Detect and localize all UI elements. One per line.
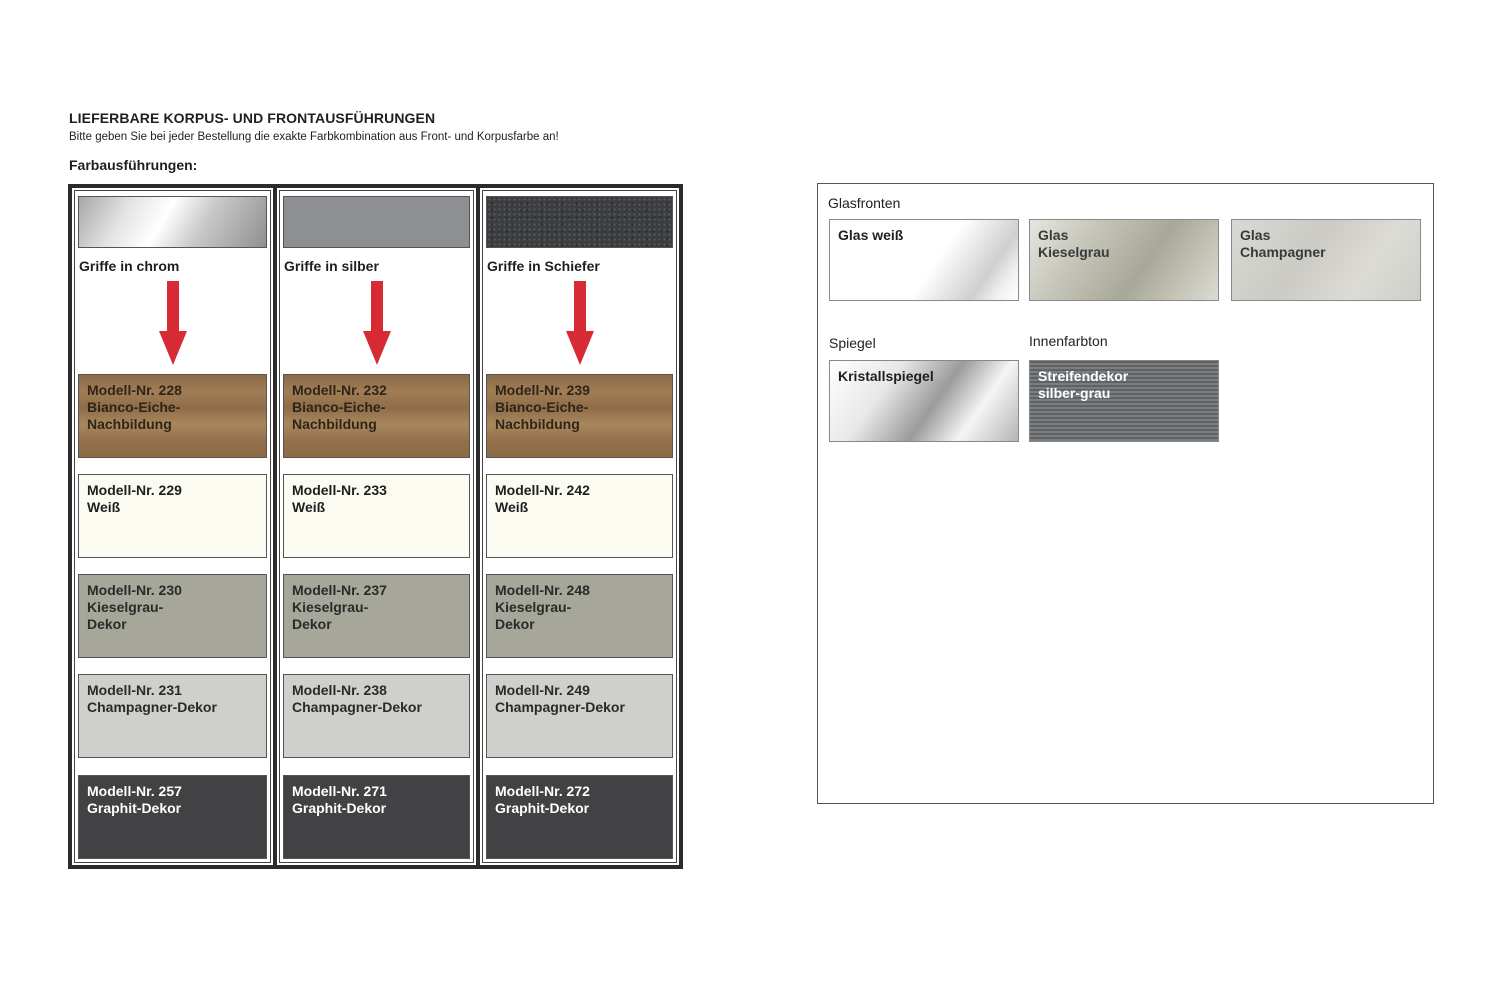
tile-label: Modell-Nr. 242 Weiß (495, 482, 590, 515)
finish-tile-graphit (78, 775, 267, 859)
column-chrom (72, 188, 273, 865)
finish-tile-kiesel (486, 574, 673, 658)
down-arrow-icon (566, 281, 594, 365)
tile-label: Modell-Nr. 233 Weiß (292, 482, 387, 515)
tile-label: Modell-Nr. 238 Champagner-Dekor (292, 682, 422, 715)
finish-tile-kiesel (283, 574, 470, 658)
finish-tile-oak (486, 374, 673, 458)
tile-label: Modell-Nr. 237 Kieselgrau- Dekor (292, 582, 387, 632)
glasfronten-label: Glasfronten (828, 195, 901, 211)
handle-label: Griffe in silber (284, 258, 379, 274)
tile-label: Modell-Nr. 248 Kieselgrau- Dekor (495, 582, 590, 632)
handle-label: Griffe in Schiefer (487, 258, 600, 274)
finish-tile-white (283, 474, 470, 558)
tile-label: Modell-Nr. 229 Weiß (87, 482, 182, 515)
page-subtitle: Bitte geben Sie bei jeder Bestellung die exakte Farbkombination aus Front- und Korpusfarbe an! (69, 131, 559, 143)
finish-tile-oak (78, 374, 267, 458)
innenfarbton-label: Innenfarbton (1029, 333, 1108, 349)
swatch-label: Kristallspiegel (838, 368, 934, 384)
column-silber (277, 188, 476, 865)
finish-tile-champagner (486, 674, 673, 758)
tile-label: Modell-Nr. 257 Graphit-Dekor (87, 783, 182, 816)
spiegel-label: Spiegel (829, 335, 876, 351)
glass-swatch-kieselgrau (1029, 219, 1219, 301)
finish-tile-graphit (283, 775, 470, 859)
finish-tile-champagner (283, 674, 470, 758)
down-arrow-icon (363, 281, 391, 365)
tile-label: Modell-Nr. 230 Kieselgrau- Dekor (87, 582, 182, 632)
page-title: LIEFERBARE KORPUS- UND FRONTAUSFÜHRUNGEN (69, 110, 436, 126)
finish-tile-kiesel (78, 574, 267, 658)
glass-swatch-weiss (829, 219, 1019, 301)
mirror-swatch (829, 360, 1019, 442)
swatch-label: Glas Kieselgrau (1038, 227, 1110, 260)
handle-label: Griffe in chrom (79, 258, 180, 274)
swatch-label: Streifendekor silber-grau (1038, 368, 1129, 401)
finish-tile-graphit (486, 775, 673, 859)
handle-swatch-chrom (78, 196, 267, 248)
column-schiefer (480, 188, 679, 865)
tile-label: Modell-Nr. 228 Bianco-Eiche- Nachbildung (87, 382, 182, 432)
finish-tile-champagner (78, 674, 267, 758)
swatch-label: Glas Champagner (1240, 227, 1326, 260)
finish-tile-white (486, 474, 673, 558)
tile-label: Modell-Nr. 249 Champagner-Dekor (495, 682, 625, 715)
down-arrow-icon (159, 281, 187, 365)
handle-swatch-schiefer (486, 196, 673, 248)
glass-options-panel (817, 183, 1434, 804)
tile-label: Modell-Nr. 239 Bianco-Eiche- Nachbildung (495, 382, 590, 432)
tile-label: Modell-Nr. 272 Graphit-Dekor (495, 783, 590, 816)
tile-label: Modell-Nr. 232 Bianco-Eiche- Nachbildung (292, 382, 387, 432)
finish-tile-white (78, 474, 267, 558)
tile-label: Modell-Nr. 271 Graphit-Dekor (292, 783, 387, 816)
swatch-label: Glas weiß (838, 227, 904, 243)
interior-swatch-streifendekor (1029, 360, 1219, 442)
tile-label: Modell-Nr. 231 Champagner-Dekor (87, 682, 217, 715)
color-matrix (68, 184, 683, 869)
handle-swatch-silber (283, 196, 470, 248)
finish-tile-oak (283, 374, 470, 458)
glass-swatch-champagner (1231, 219, 1421, 301)
section-label-farbausfuehrungen: Farbausführungen: (69, 157, 198, 173)
